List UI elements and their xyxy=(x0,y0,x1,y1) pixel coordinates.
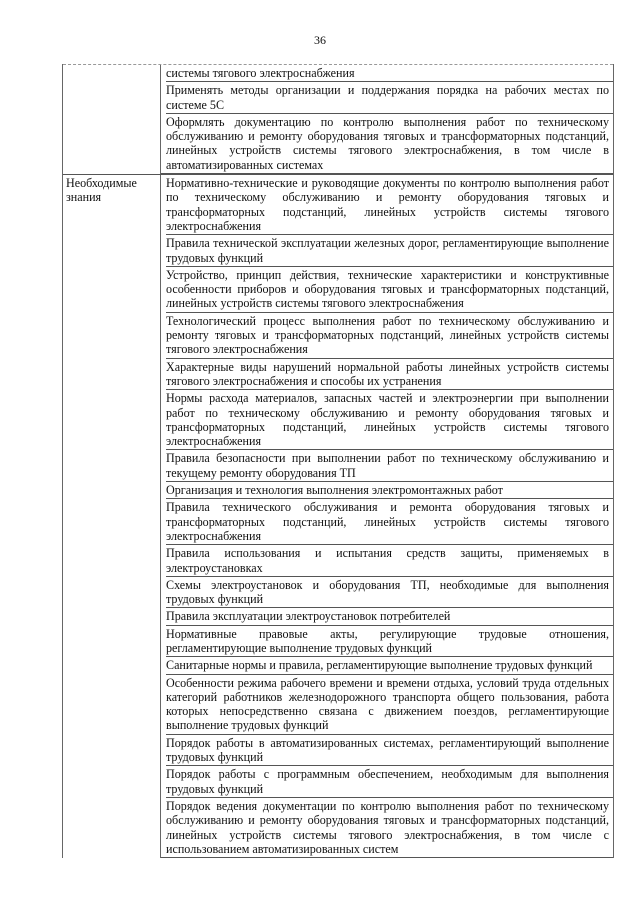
table-cell-item: Технологический процесс выполнения работ по техническому обслуживанию и ремонту тяговых и трансформаторных подстанций, линейных устройств системы тягового электроснабжения xyxy=(166,313,613,359)
table-cell-item: Нормы расхода материалов, запасных частей и электроэнергии при выполнении работ по техническому обслуживанию и ремонту оборудования тяговых и трансформаторных подстанций, линейных устройств системы тягового электроснабжения xyxy=(166,390,613,450)
table-cell-item: Схемы электроустановок и оборудования ТП, необходимые для выполнения трудовых функций xyxy=(166,577,613,609)
page-number: 36 xyxy=(314,33,326,47)
section-items-knowledge xyxy=(161,175,613,858)
table-cell-item: Порядок работы с программным обеспечением, необходимым для выполнения трудовых функций xyxy=(166,766,613,798)
section-items xyxy=(161,65,613,174)
table-cell-item: системы тягового электроснабжения xyxy=(166,65,613,82)
table-cell-item: Нормативно-технические и руководящие документы по контролю выполнения работ по техническому обслуживанию и ремонту оборудования тяговых и трансформаторных подстанций, линейных устройств системы тягового электроснабжения xyxy=(166,175,613,235)
table-cell-item: Правила безопасности при выполнении работ по техническому обслуживанию и текущему ремонту оборудования ТП xyxy=(166,450,613,482)
table-cell-item: Устройство, принцип действия, технические характеристики и конструктивные особенности приборов и оборудования тяговых и трансформаторных подстанций, линейных устройств системы тягового электроснабжения xyxy=(166,267,613,313)
section-label xyxy=(63,65,161,174)
table-cell-item: Порядок ведения документации по контролю выполнения работ по техническому обслуживанию и ремонту оборудования тяговых и трансформаторных подстанций, линейных устройств системы тягового электроснабжения, в том числе с использованием автоматизированных систем xyxy=(166,798,609,856)
table-cell-item: Санитарные нормы и правила, регламентирующие выполнение трудовых функций xyxy=(166,657,613,674)
table-cell-item: Применять методы организации и поддержания порядка на рабочих местах по системе 5С xyxy=(166,82,613,114)
table-cell-item: Нормативные правовые акты, регулирующие трудовые отношения, регламентирующие выполнение трудовых функций xyxy=(166,626,613,658)
table-cell-item: Особенности режима рабочего времени и времени отдыха, условий труда отдельных категорий работников железнодорожного транспорта общего пользования, работа которых непосредственно связана с движением поездов, регламентирующие выполнение трудовых функций xyxy=(166,675,613,735)
requirements-table xyxy=(62,64,614,858)
table-section-knowledge xyxy=(63,174,613,858)
table-cell-item: Правила технической эксплуатации железных дорог, регламентирующие выполнение трудовых функций xyxy=(166,235,613,267)
table-cell-item: Характерные виды нарушений нормальной работы линейных устройств системы тягового электроснабжения и способы их устранения xyxy=(166,359,613,391)
table-cell-item: Правила использования и испытания средств защиты, применяемых в электроустановках xyxy=(166,545,613,577)
table-cell-item: Порядок работы в автоматизированных системах, регламентирующий выполнение трудовых функций xyxy=(166,735,613,767)
table-cell-item: Правила технического обслуживания и ремонта оборудования тяговых и трансформаторных подстанций, линейных устройств системы тягового электроснабжения xyxy=(166,499,613,545)
table-cell-item: Правила эксплуатации электроустановок потребителей xyxy=(166,608,613,625)
section-label-knowledge: Необходимые знания xyxy=(63,175,161,858)
table-cell-item: Организация и технология выполнения электромонтажных работ xyxy=(166,482,613,499)
table-cell-item: Оформлять документацию по контролю выполнения работ по техническому обслуживанию и ремонту оборудования тяговых и трансформаторных подстанций, линейных устройств системы тягового электроснабжения, в том числе в автоматизированных системах xyxy=(166,114,609,172)
table-section-skills xyxy=(63,64,613,174)
